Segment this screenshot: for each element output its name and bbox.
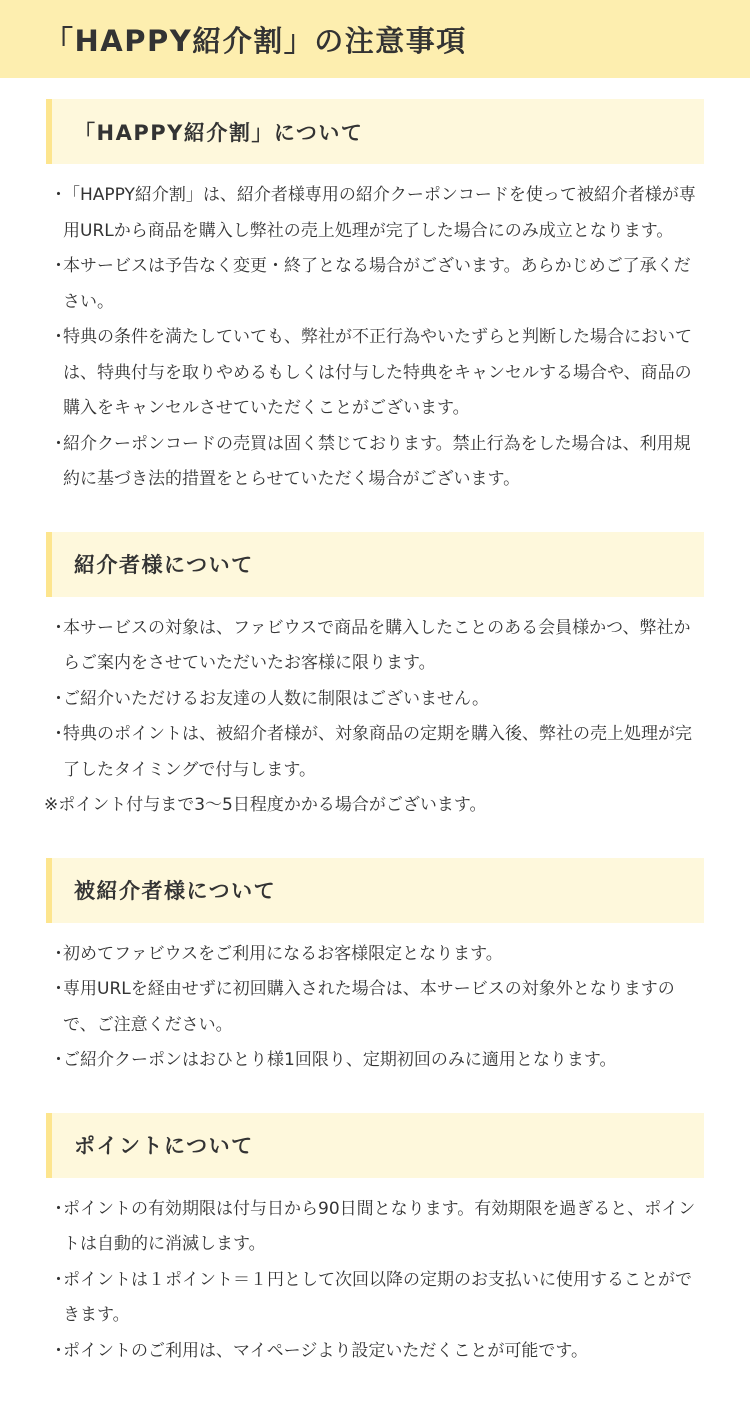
section-heading: 紹介者様について bbox=[46, 532, 704, 597]
bullet-mark: ・ bbox=[50, 617, 67, 638]
bullet-mark: ・ bbox=[50, 979, 67, 999]
list-item-text: 特典の条件を満たしていても、弊社が不正行為やいたずらと判断した場合においては、特典付与を取りやめるもしくは付与した特典をキャンセルする場合や、商品の購入をキャンセルさせていただくことがございます。 bbox=[63, 327, 692, 418]
notice-list bbox=[46, 1192, 704, 1370]
section-points bbox=[46, 1113, 704, 1370]
bullet-mark: ・ bbox=[50, 1340, 67, 1361]
list-item bbox=[46, 1334, 704, 1370]
list-item bbox=[46, 249, 704, 320]
bullet-mark: ・ bbox=[50, 185, 67, 205]
list-item bbox=[46, 1192, 704, 1263]
list-item bbox=[46, 717, 704, 788]
notice-list bbox=[46, 937, 704, 1079]
section-referee bbox=[46, 858, 704, 1079]
list-item-text: 特典のポイントは、被紹介者様が、対象商品の定期を購入後、弊社の売上処理が完了したタイミングで付与します。 bbox=[63, 724, 692, 780]
section-heading: 被紹介者様について bbox=[46, 858, 704, 923]
section-about-campaign bbox=[46, 99, 704, 498]
page-title: 「HAPPY紹介割」の注意事項 bbox=[44, 23, 467, 58]
list-item bbox=[46, 937, 704, 973]
list-item-text: ご紹介いただけるお友達の人数に制限はございません。 bbox=[63, 688, 490, 709]
list-item bbox=[46, 1263, 704, 1334]
list-item-text: 本サービスの対象は、ファビウスで商品を購入したことのある会員様かつ、弊社からご案内をさせていただいたお客様に限ります。 bbox=[63, 617, 691, 673]
bullet-mark: ・ bbox=[50, 1198, 67, 1219]
notice-list bbox=[46, 178, 704, 498]
page-header bbox=[0, 0, 750, 78]
list-item bbox=[46, 611, 704, 682]
bullet-mark: ・ bbox=[50, 1050, 67, 1070]
list-item bbox=[46, 178, 704, 249]
list-item-text: ポイントの有効期限は付与日から90日間となります。有効期限を過ぎると、ポイントは自動的に消滅します。 bbox=[63, 1198, 696, 1254]
list-item bbox=[46, 972, 704, 1043]
bullet-mark: ・ bbox=[50, 1269, 67, 1290]
list-item bbox=[46, 427, 704, 498]
list-item-text: ポイントは１ポイント＝１円として次回以降の定期のお支払いに使用することができます。 bbox=[63, 1269, 692, 1325]
section-referrer bbox=[46, 532, 704, 824]
bullet-mark: ・ bbox=[50, 433, 67, 454]
list-item-text: ご紹介クーポンはおひとり様1回限り、定期初回のみに適用となります。 bbox=[63, 1050, 617, 1070]
bullet-mark: ・ bbox=[50, 327, 67, 347]
section-heading: ポイントについて bbox=[46, 1113, 704, 1178]
bullet-mark: ・ bbox=[50, 688, 67, 709]
list-item-text: 「HAPPY紹介割」は、紹介者様専用の紹介クーポンコードを使って被紹介者様が専用URLから商品を購入し弊社の売上処理が完了した場合にのみ成立となります。 bbox=[63, 185, 696, 241]
list-item-text: 初めてファビウスをご利用になるお客様限定となります。 bbox=[63, 943, 503, 964]
list-item-text: ポイントのご利用は、マイページより設定いただくことが可能です。 bbox=[63, 1340, 588, 1361]
notice-list bbox=[46, 611, 704, 789]
points-timing-note: ※ポイント付与まで3〜5日程度かかる場合がございます。 bbox=[44, 795, 487, 815]
list-item-text: 専用URLを経由せずに初回購入された場合は、本サービスの対象外となりますので、ご注意ください。 bbox=[63, 979, 675, 1035]
list-item bbox=[46, 1043, 704, 1079]
list-item-text: 本サービスは予告なく変更・終了となる場合がございます。あらかじめご了承ください。 bbox=[63, 256, 691, 312]
bullet-mark: ・ bbox=[50, 943, 67, 964]
section-heading: 「HAPPY紹介割」について bbox=[46, 99, 704, 164]
notice-content bbox=[0, 78, 750, 1369]
list-item bbox=[46, 682, 704, 718]
list-item bbox=[46, 320, 704, 427]
bullet-mark: ・ bbox=[50, 724, 67, 744]
list-item-text: 紹介クーポンコードの売買は固く禁じております。禁止行為をした場合は、利用規約に基づき法的措置をとらせていただく場合がございます。 bbox=[63, 433, 691, 489]
bullet-mark: ・ bbox=[50, 256, 67, 276]
